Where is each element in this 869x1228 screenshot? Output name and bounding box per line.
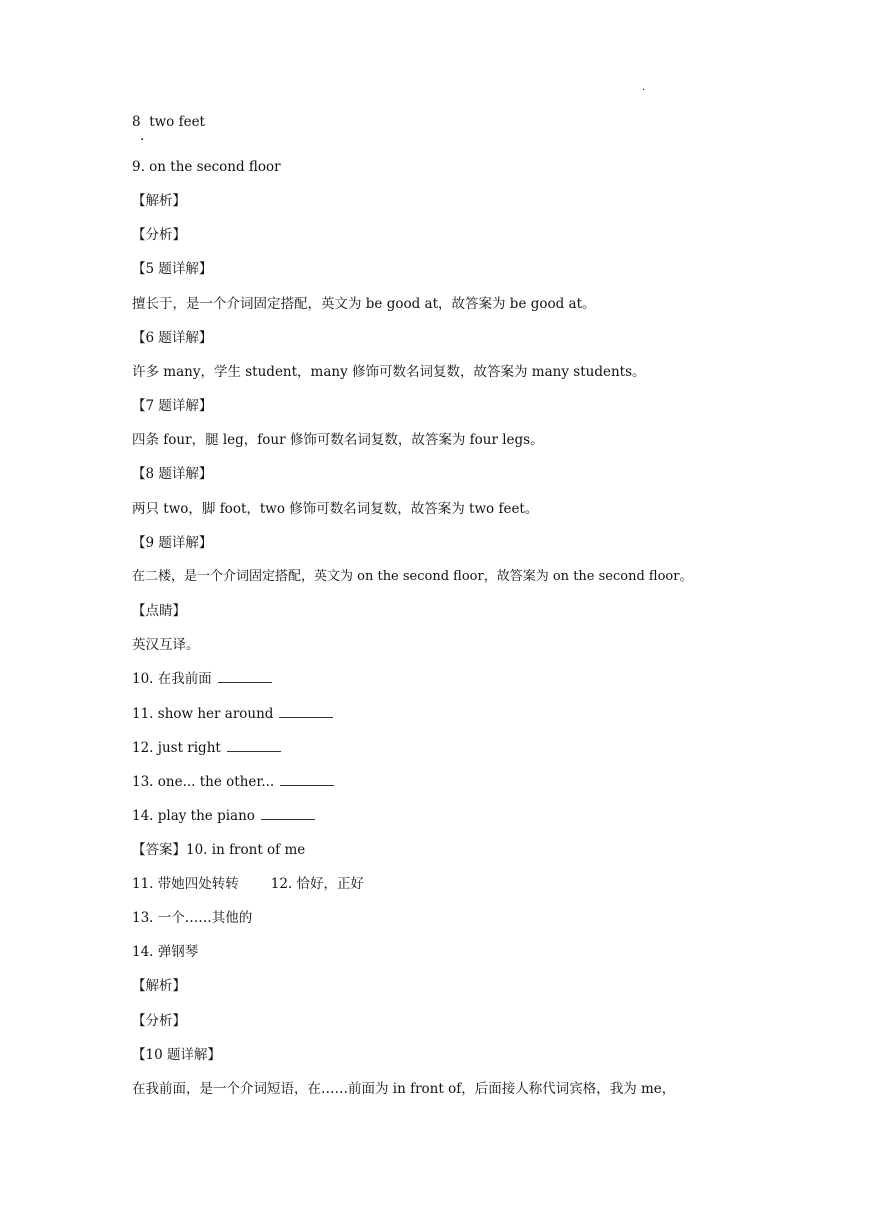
dianjing-heading: 【点睛】 [132, 603, 186, 619]
answer-9: 9. on the second floor [132, 159, 281, 175]
question-10 [132, 670, 272, 688]
q9-body: 在二楼，是一个介词固定搭配，英文为 on the second floor，故答案为 on the second floor。 [132, 569, 693, 584]
dianjing-body: 英汉互译。 [132, 637, 200, 653]
q5-body: 擅长于，是一个介词固定搭配，英文为 be good at，故答案为 be good at。 [132, 296, 596, 312]
question-13 [132, 773, 334, 791]
answer-blank [280, 773, 334, 786]
fenxi-heading-1: 【分析】 [132, 227, 186, 243]
q5-heading: 【5 题详解】 [132, 261, 213, 277]
question-14 [132, 807, 315, 825]
q8-body: 两只 two，脚 foot，two 修饰可数名词复数，故答案为 two feet。 [132, 501, 539, 517]
q6-body: 许多 many，学生 student，many 修饰可数名词复数，故答案为 many students。 [132, 364, 646, 380]
q7-heading: 【7 题详解】 [132, 398, 213, 414]
question-12-text: 12. just right [132, 740, 221, 756]
q7-body: 四条 four，腿 leg，four 修饰可数名词复数，故答案为 four legs。 [132, 432, 544, 448]
q10-heading: 【10 题详解】 [132, 1047, 221, 1063]
answer-blank [279, 705, 333, 718]
answer-8-dot: . [140, 128, 145, 144]
q9-heading: 【9 题详解】 [132, 535, 213, 551]
question-11-text: 11. show her around [132, 706, 274, 722]
answer-14: 14. 弹钢琴 [132, 944, 199, 960]
fenxi-heading-2: 【分析】 [132, 1013, 186, 1029]
question-11 [132, 705, 333, 723]
answer-12: 12. 恰好，正好 [270, 876, 365, 892]
question-14-text: 14. play the piano [132, 808, 255, 824]
answer-11: 11. 带她四处转转 [132, 876, 239, 892]
q6-heading: 【6 题详解】 [132, 330, 213, 346]
answer-8-text: two feet [149, 114, 205, 130]
q10-body: 在我前面，是一个介词短语，在……前面为 in front of，后面接人称代词宾格，我为 me， [132, 1081, 676, 1097]
jiexi-heading-2: 【解析】 [132, 978, 186, 994]
question-10-text: 10. 在我前面 [132, 671, 212, 687]
answer-blank [218, 670, 272, 683]
question-13-text: 13. one... the other... [132, 774, 275, 790]
question-12 [132, 739, 281, 757]
answer-blank [261, 807, 315, 820]
answer-13: 13. 一个……其他的 [132, 910, 253, 926]
answer-10: 【答案】10. in front of me [132, 842, 306, 858]
answer-8-number: 8 [132, 114, 141, 130]
jiexi-heading-1: 【解析】 [132, 193, 186, 209]
header-mark: . [642, 82, 646, 93]
answer-blank [227, 739, 281, 752]
answers-11-12 [132, 875, 364, 893]
q8-heading: 【8 题详解】 [132, 466, 213, 482]
